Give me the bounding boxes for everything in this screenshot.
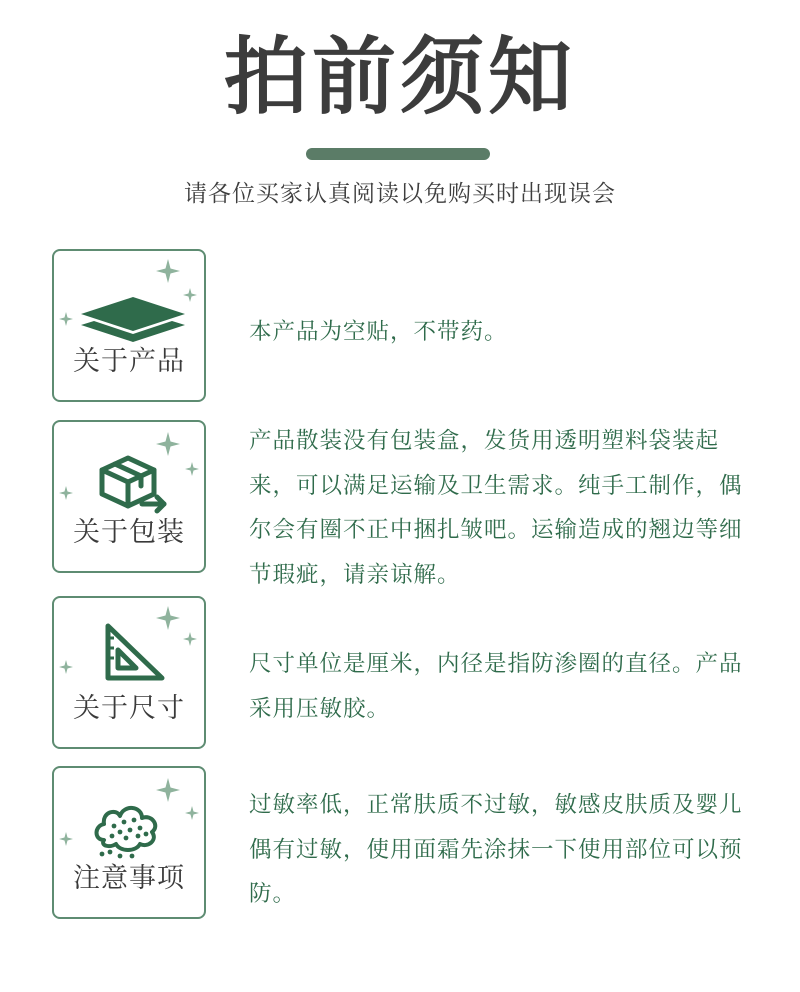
section-text-size: 尺寸单位是厘米，内径是指防渗圈的直径。产品采用压敏胶。 (249, 651, 743, 722)
section-card-notes (52, 766, 206, 919)
sparkle-icon (59, 778, 199, 846)
section-text-product: 本产品为空贴，不带药。 (249, 319, 508, 345)
section-text-packaging: 产品散装没有包装盒，发货用透明塑料袋装起来，可以满足运输及卫生需求。纯手工制作，偶尔会有圈不正中捆扎皱吧。运输造成的翘边等细节瑕疵，请亲谅解。 (249, 428, 743, 588)
page-title: 拍前须知 (223, 28, 576, 126)
section-label-notes: 注意事项 (73, 863, 185, 894)
section-card-size (52, 596, 206, 749)
section-label-size: 关于尺寸 (73, 693, 185, 724)
page-subtitle: 请各位买家认真阅读以免购买时出现误会 (184, 181, 616, 207)
section-label-packaging: 关于包装 (73, 517, 185, 548)
set-square-ruler-icon (54, 598, 208, 751)
section-label-product: 关于产品 (73, 346, 185, 377)
sparkle-icon (59, 606, 197, 674)
section-text-notes: 过敏率低，正常肤质不过敏，敏感皮肤质及婴儿偶有过敏，使用面霜先涂抹一下使用部位可以预防。 (249, 792, 743, 907)
section-card-product (52, 249, 206, 402)
title-underline-bar (306, 148, 490, 160)
allergen-cloud-icon (54, 768, 208, 921)
section-card-packaging (52, 420, 206, 573)
package-box-icon (54, 422, 208, 575)
layers-icon (54, 251, 208, 404)
